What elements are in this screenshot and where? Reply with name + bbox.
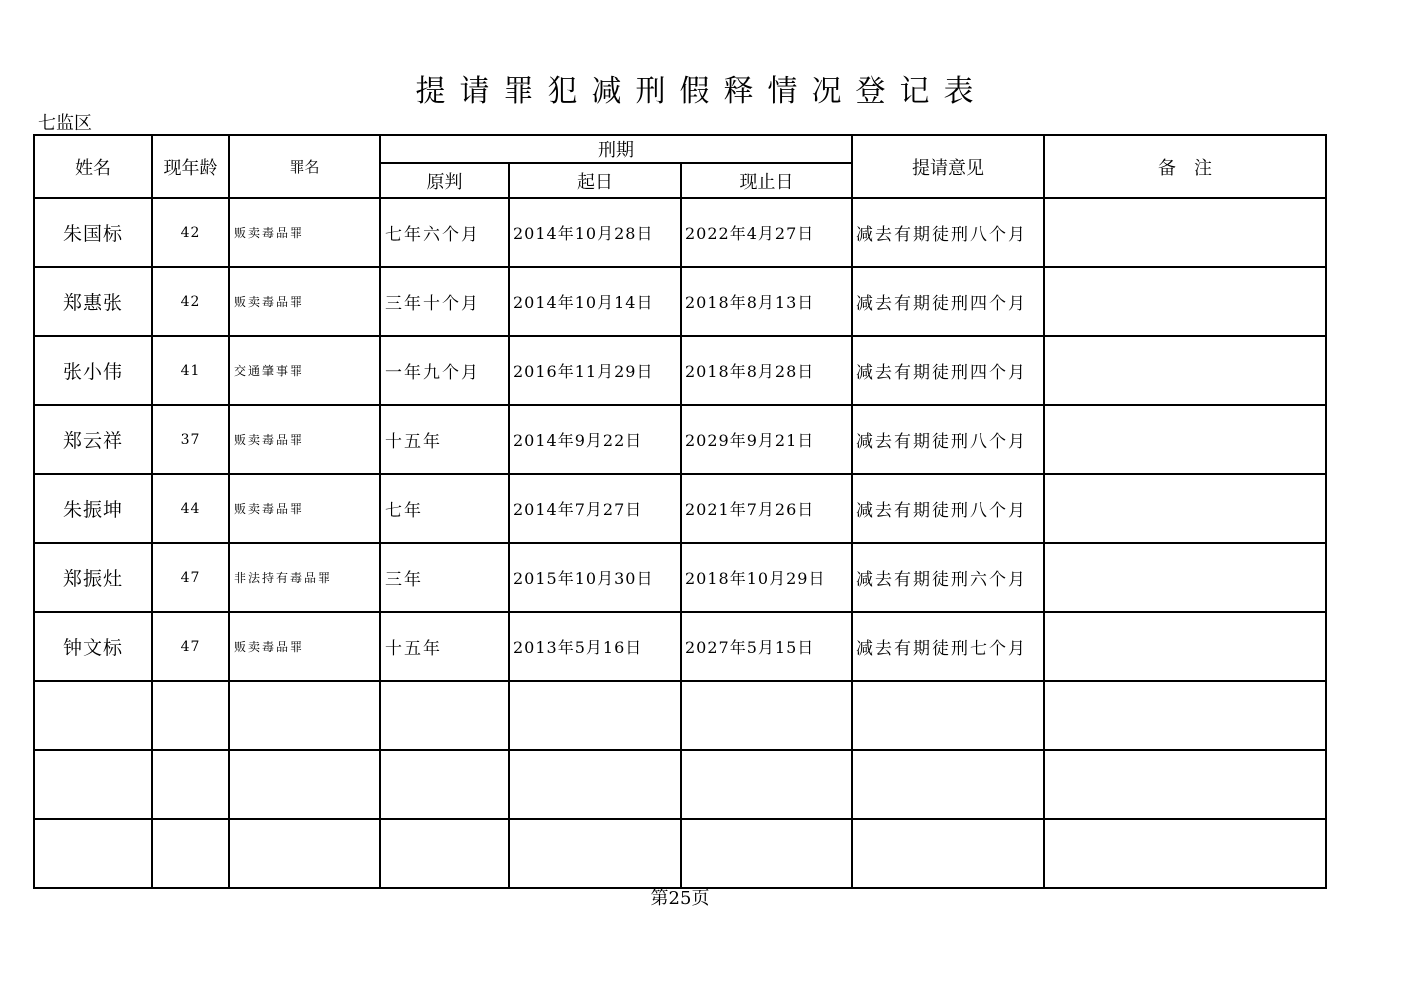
cell-crime <box>229 750 380 819</box>
cell-opinion <box>852 819 1044 888</box>
cell-start <box>509 819 681 888</box>
cell-opinion: 减去有期徒刑八个月 <box>852 474 1044 543</box>
cell-name <box>34 750 152 819</box>
cell-opinion: 减去有期徒刑八个月 <box>852 198 1044 267</box>
cell-end: 2029年9月21日 <box>681 405 852 474</box>
header-opinion: 提请意见 <box>852 135 1044 198</box>
cell-name <box>34 819 152 888</box>
header-name: 姓名 <box>34 135 152 198</box>
table-row <box>34 198 1326 267</box>
cell-remark <box>1044 198 1326 267</box>
cell-name: 郑惠张 <box>34 267 152 336</box>
cell-end: 2018年10月29日 <box>681 543 852 612</box>
cell-name: 朱振坤 <box>34 474 152 543</box>
cell-original: 十五年 <box>380 612 509 681</box>
page-title: 提请罪犯减刑假释情况登记表 <box>415 74 988 109</box>
header-crime: 罪名 <box>229 135 380 198</box>
cell-crime <box>229 819 380 888</box>
page-number: 第25页 <box>650 888 710 909</box>
table-row <box>34 819 1326 888</box>
cell-remark <box>1044 336 1326 405</box>
cell-end: 2018年8月13日 <box>681 267 852 336</box>
cell-name <box>34 681 152 750</box>
cell-opinion: 减去有期徒刑四个月 <box>852 336 1044 405</box>
cell-start <box>509 681 681 750</box>
cell-age <box>152 681 229 750</box>
header-end: 现止日 <box>681 163 852 198</box>
cell-end: 2018年8月28日 <box>681 336 852 405</box>
cell-original: 七年 <box>380 474 509 543</box>
cell-crime <box>229 681 380 750</box>
table-row <box>34 405 1326 474</box>
cell-remark <box>1044 750 1326 819</box>
header-original: 原判 <box>380 163 509 198</box>
cell-remark <box>1044 267 1326 336</box>
cell-original <box>380 750 509 819</box>
cell-original <box>380 681 509 750</box>
cell-age <box>152 819 229 888</box>
cell-age <box>152 750 229 819</box>
cell-opinion <box>852 681 1044 750</box>
cell-original: 三年 <box>380 543 509 612</box>
cell-end <box>681 750 852 819</box>
cell-age: 41 <box>152 336 229 405</box>
cell-start: 2014年7月27日 <box>509 474 681 543</box>
cell-end: 2027年5月15日 <box>681 612 852 681</box>
table-body <box>34 198 1326 888</box>
cell-name: 钟文标 <box>34 612 152 681</box>
cell-name: 张小伟 <box>34 336 152 405</box>
cell-original: 十五年 <box>380 405 509 474</box>
cell-remark <box>1044 819 1326 888</box>
cell-original: 三年十个月 <box>380 267 509 336</box>
cell-age: 47 <box>152 612 229 681</box>
table-row <box>34 681 1326 750</box>
cell-crime: 交通肇事罪 <box>229 336 380 405</box>
cell-opinion: 减去有期徒刑六个月 <box>852 543 1044 612</box>
cell-start <box>509 750 681 819</box>
cell-end <box>681 681 852 750</box>
cell-age: 47 <box>152 543 229 612</box>
cell-crime: 贩卖毒品罪 <box>229 612 380 681</box>
cell-remark <box>1044 681 1326 750</box>
header-age: 现年龄 <box>152 135 229 198</box>
cell-start: 2014年10月28日 <box>509 198 681 267</box>
cell-end <box>681 819 852 888</box>
cell-opinion: 减去有期徒刑四个月 <box>852 267 1044 336</box>
cell-remark <box>1044 612 1326 681</box>
cell-opinion: 减去有期徒刑七个月 <box>852 612 1044 681</box>
table-row <box>34 612 1326 681</box>
cell-name: 郑振灶 <box>34 543 152 612</box>
cell-name: 郑云祥 <box>34 405 152 474</box>
cell-remark <box>1044 405 1326 474</box>
table-row <box>34 336 1326 405</box>
cell-age: 42 <box>152 267 229 336</box>
cell-start: 2015年10月30日 <box>509 543 681 612</box>
unit-label: 七监区 <box>38 113 92 134</box>
table-row <box>34 750 1326 819</box>
cell-start: 2013年5月16日 <box>509 612 681 681</box>
cell-crime: 贩卖毒品罪 <box>229 267 380 336</box>
cell-opinion <box>852 750 1044 819</box>
cell-remark <box>1044 474 1326 543</box>
cell-age: 42 <box>152 198 229 267</box>
cell-original: 一年九个月 <box>380 336 509 405</box>
header-term: 刑期 <box>380 135 852 163</box>
header-start: 起日 <box>509 163 681 198</box>
cell-start: 2014年10月14日 <box>509 267 681 336</box>
register-table <box>33 134 1327 889</box>
cell-original <box>380 819 509 888</box>
cell-start: 2014年9月22日 <box>509 405 681 474</box>
cell-crime: 贩卖毒品罪 <box>229 474 380 543</box>
table-row <box>34 267 1326 336</box>
cell-start: 2016年11月29日 <box>509 336 681 405</box>
cell-original: 七年六个月 <box>380 198 509 267</box>
table-row <box>34 543 1326 612</box>
cell-opinion: 减去有期徒刑八个月 <box>852 405 1044 474</box>
cell-end: 2022年4月27日 <box>681 198 852 267</box>
cell-crime: 贩卖毒品罪 <box>229 405 380 474</box>
header-remark: 备 注 <box>1044 135 1326 198</box>
cell-remark <box>1044 543 1326 612</box>
cell-age: 37 <box>152 405 229 474</box>
cell-crime: 贩卖毒品罪 <box>229 198 380 267</box>
table-row <box>34 474 1326 543</box>
cell-end: 2021年7月26日 <box>681 474 852 543</box>
cell-name: 朱国标 <box>34 198 152 267</box>
cell-crime: 非法持有毒品罪 <box>229 543 380 612</box>
cell-age: 44 <box>152 474 229 543</box>
